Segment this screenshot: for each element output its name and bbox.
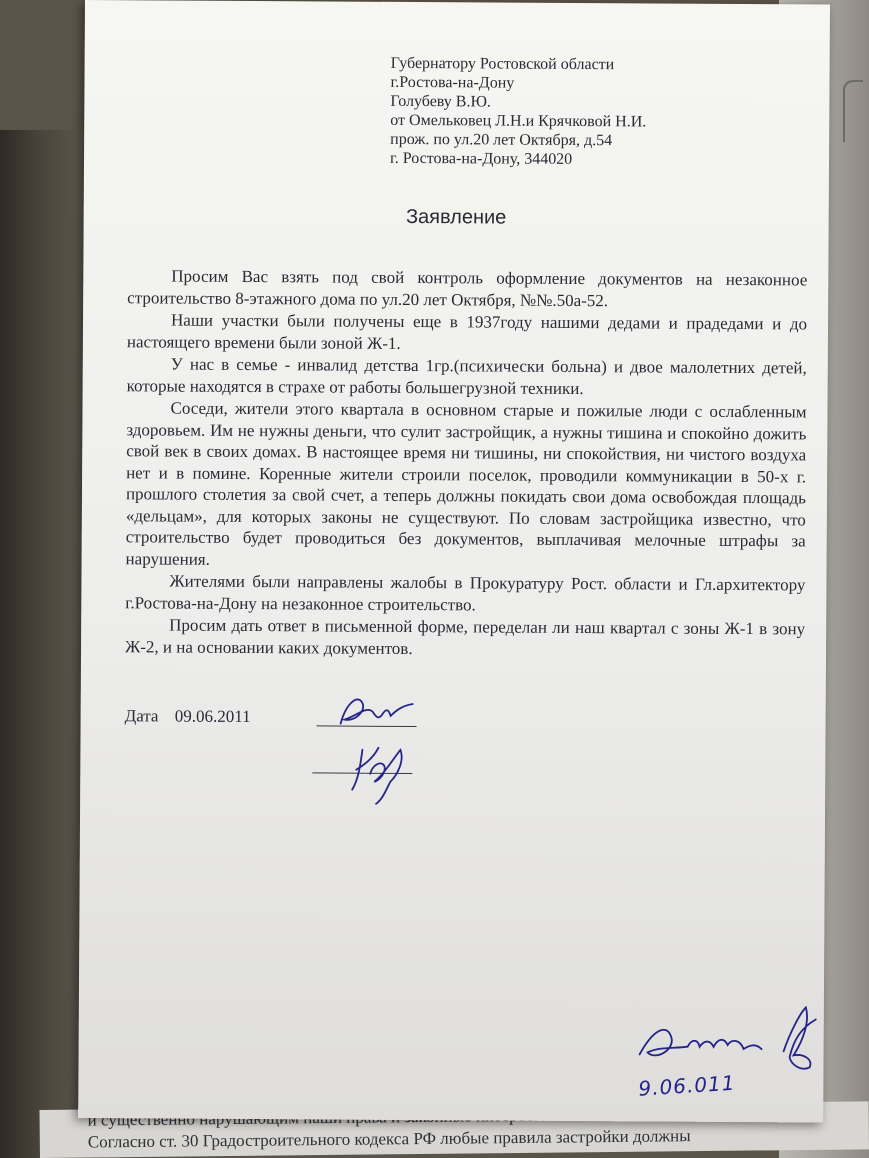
document-title: Заявление xyxy=(405,205,507,229)
addressee-line: Голубеву В.Ю. xyxy=(390,92,491,111)
document-body xyxy=(125,265,807,662)
addressee-line: от Омельковец Л.Н.и Крячковой Н.И. xyxy=(390,111,647,131)
signature-kryachkova xyxy=(340,730,420,810)
document-page xyxy=(78,0,830,1123)
signature-omelkovets xyxy=(333,692,423,733)
addressee-block xyxy=(390,54,647,170)
underlying-line-2: Согласно ст. 30 Градостроительного кодекса РФ любые правила застройки должны xyxy=(87,1126,691,1152)
body-paragraph: Наши участки были получены еще в 1937году нашими дедами и прадедами и до настоящего времени были зоной Ж-1. xyxy=(126,310,808,353)
body-paragraph: Просим Вас взять под свой контроль оформление документов на незаконное строительство 8-этажного дома по ул.20 лет Октября, №№.50а-52. xyxy=(127,266,808,310)
addressee-line: Губернатору Ростовской области xyxy=(390,54,615,74)
date-row xyxy=(125,706,263,727)
date-value: 09.06.2011 xyxy=(174,706,251,727)
addressee-line: г. Ростова-на-Дону, 344020 xyxy=(389,149,573,168)
body-paragraph: У нас в семье - инвалид детства 1гр.(психически больна) и двое малолетних детей, которые находятся в страхе от работы большегрузной техники. xyxy=(126,354,807,398)
addressee-line: г.Ростова-на-Дону xyxy=(390,73,515,92)
resolution-signature xyxy=(633,998,823,1079)
body-paragraph: Соседи, жители этого квартала в основном старые и пожилые люди с ослабленным здоровьем. Им не нужны деньги, что сулит застройщик, а нужны тишина и спокойно дожить свой век в своих домах. В настоящее время ни тишины, ни спокойствия, ни чистого воздуха нет и в помине. Коренные жители строили поселок, проводили коммуникации в 50-х г. прошлого столетия за свой счет, а теперь должны покидать свои дома освобождая площадь «дельцам», для которых законы не существуют. По словам застройщика известно, что строительство будет проводиться без документов, выплачивая мелочные штрафы за нарушения. xyxy=(125,398,807,569)
addressee-line: прож. по ул.20 лет Октября, д.54 xyxy=(390,130,613,150)
date-label: Дата xyxy=(124,706,159,726)
paper-curl-mark xyxy=(843,80,863,142)
body-paragraph: Просим дать ответ в письменной форме, переделан ли наш квартал с зоны Ж-1 в зону Ж-2, и на основании каких документов. xyxy=(124,615,806,658)
handwritten-date: 9.06.011 xyxy=(637,1070,737,1101)
body-paragraph: Жителями были направлены жалобы в Прокуратуру Рост. области и Гл.архитектору г.Ростова-на-Дону на незаконное строительство. xyxy=(125,571,806,614)
